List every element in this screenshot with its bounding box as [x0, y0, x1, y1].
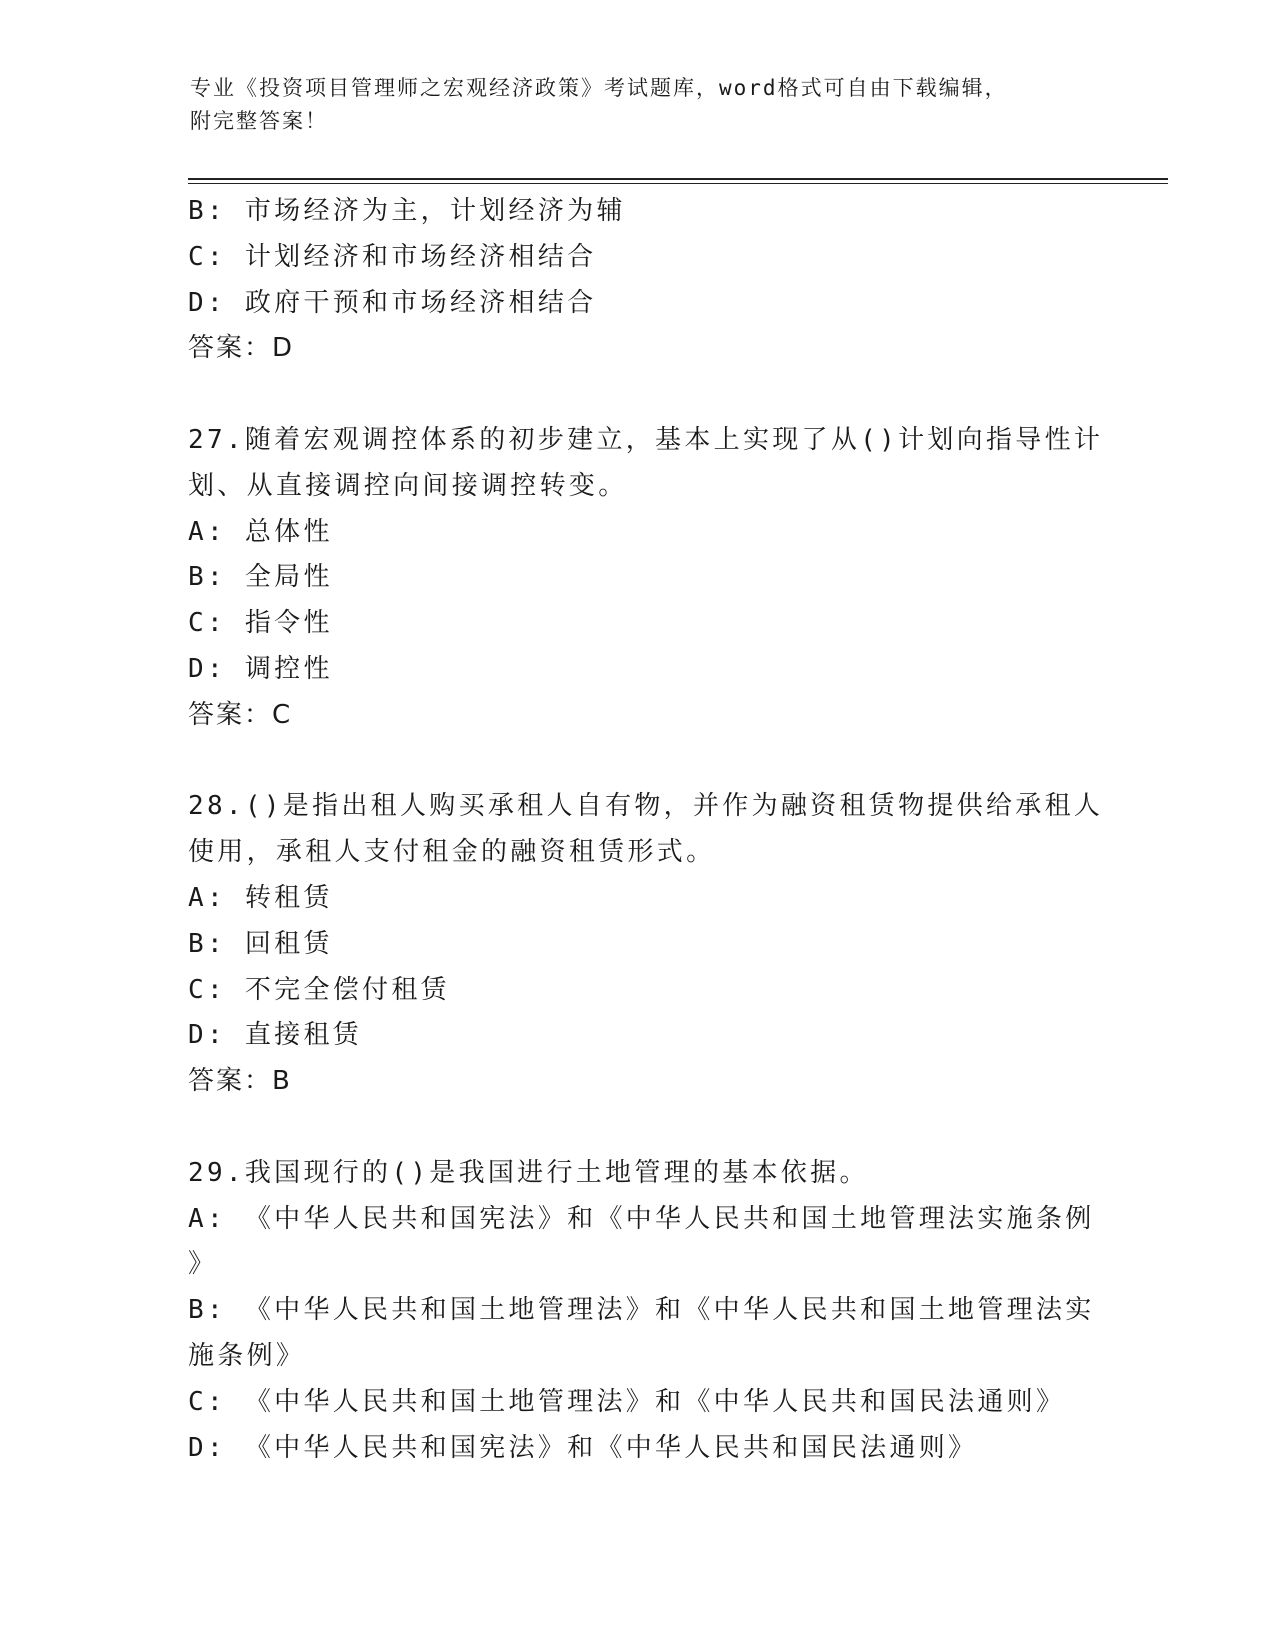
- header-divider-thin: [188, 183, 1168, 184]
- option-b-line-1: B: 《中华人民共和国土地管理法》和《中华人民共和国土地管理法实: [188, 1295, 1095, 1326]
- option-a: A: 转租赁: [188, 882, 333, 913]
- question-stem-line-1: 28.()是指出租人购买承租人自有物，并作为融资租赁物提供给承租人: [188, 791, 1104, 822]
- option-c: C: 不完全偿付租赁: [188, 974, 450, 1005]
- option-d: D: 直接租赁: [188, 1020, 363, 1051]
- option-c: C: 《中华人民共和国土地管理法》和《中华人民共和国民法通则》: [188, 1386, 1066, 1417]
- option-a: A: 总体性: [188, 516, 333, 547]
- header-divider-thick: [188, 178, 1168, 180]
- question-stem-line-2: 划、从直接调控向间接调控转变。: [188, 470, 628, 501]
- question-26: [188, 189, 1088, 372]
- document-header: [190, 72, 1090, 138]
- header-line-1: 专业《投资项目管理师之宏观经济政策》考试题库，word格式可自由下载编辑，: [190, 76, 1008, 100]
- option-b-line-2: 施条例》: [188, 1340, 306, 1371]
- spacer: [188, 372, 1088, 418]
- question-list: [188, 189, 1104, 1471]
- question-29: [188, 1151, 1095, 1472]
- option-b: B: 回租赁: [188, 928, 333, 959]
- answer: 答案：B: [188, 1066, 292, 1097]
- option-d: D: 调控性: [188, 653, 333, 684]
- spacer: [188, 1105, 1088, 1151]
- answer: 答案：D: [188, 333, 295, 364]
- question-stem: 29.我国现行的()是我国进行土地管理的基本依据。: [188, 1157, 869, 1188]
- question-28: [188, 784, 1104, 1105]
- header-line-2: 附完整答案！: [190, 109, 328, 133]
- spacer: [188, 739, 1088, 785]
- option-d: D: 《中华人民共和国宪法》和《中华人民共和国民法通则》: [188, 1432, 978, 1463]
- option-a-line-1: A: 《中华人民共和国宪法》和《中华人民共和国土地管理法实施条例: [188, 1203, 1095, 1234]
- answer: 答案：C: [188, 699, 293, 730]
- option-b: B: 市场经济为主，计划经济为辅: [188, 196, 626, 226]
- option-c: C: 指令性: [188, 608, 333, 639]
- option-b: B: 全局性: [188, 562, 333, 593]
- question-stem-line-2: 使用，承租人支付租金的融资租赁形式。: [188, 837, 716, 868]
- option-d: D: 政府干预和市场经济相结合: [188, 287, 597, 318]
- question-27: [188, 418, 1104, 739]
- option-c: C: 计划经济和市场经济相结合: [188, 241, 597, 272]
- option-a-line-2: 》: [188, 1249, 218, 1280]
- question-stem-line-1: 27.随着宏观调控体系的初步建立，基本上实现了从()计划向指导性计: [188, 424, 1104, 455]
